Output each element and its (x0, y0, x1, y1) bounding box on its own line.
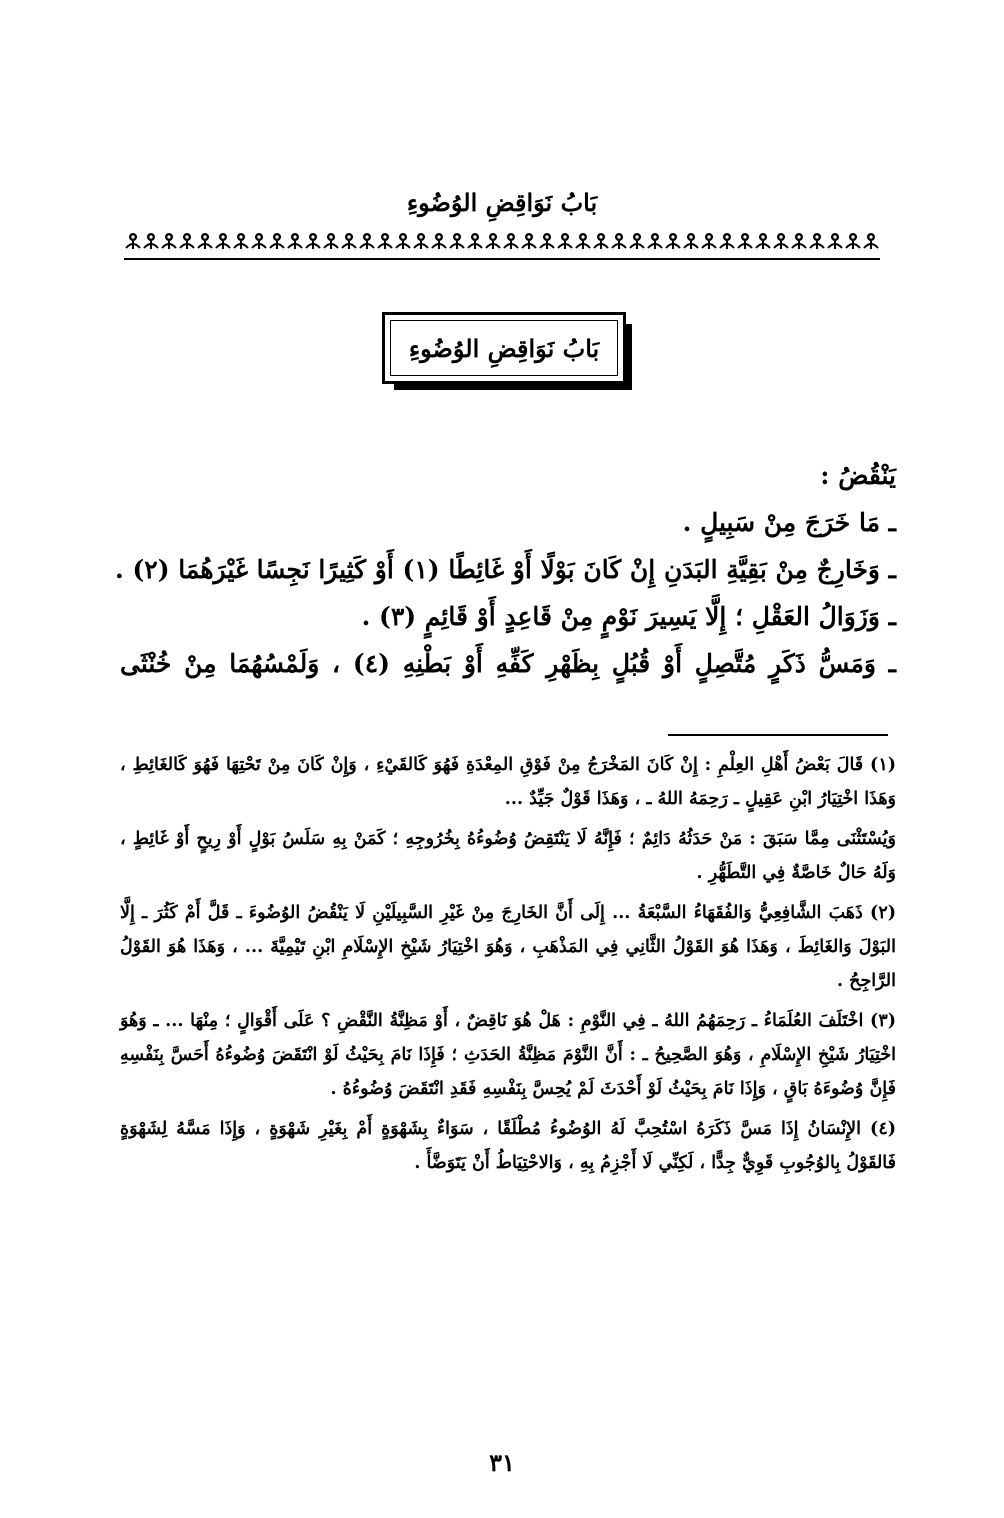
main-line: يَنْقُضُ : (820, 461, 896, 490)
main-text (115, 452, 897, 687)
footnote-separator (668, 734, 888, 736)
footnote: وَيُسْتَثْنَى مِمَّا سَبَقَ : مَنْ حَدَثُهُ دَائِمٌ ؛ فَإِنَّهُ لَا يَنْتَقِضُ وُضُوءُهُ بِخُرُوجِهِ ؛ كَمَنْ بِهِ سَلَسُ بَوْلٍ أَوْ رِيحٍ أَوْ غَائِطٍ ، وَلَهُ حَالٌ خَاصَّةٌ فِي التَّطَهُّرِ . (120, 829, 896, 883)
header-rule (124, 258, 880, 260)
footnote: (٢) ذَهَبَ الشَّافِعِيُّ وَالفُقَهَاءُ السَّبْعَةُ ... إِلَى أَنَّ الخَارِجَ مِنْ غَيْرِ السَّبِيلَيْنِ لَا يَنْقُضُ الوُضُوءَ ـ قَلَّ أَمْ كَثُرَ ـ إِلَّا البَوْلَ وَالغَائِطَ ، وَهَذَا هُوَ القَوْلُ الثَّانِي فِي المَذْهَبِ ، وَهُوَ اخْتِيَارُ شَيْخِ الإِسْلَامِ ابْنِ تَيْمِيَّةَ ... ، وَهَذَا هُوَ القَوْلُ الرَّاجِحُ . (120, 903, 896, 991)
main-line: ـ وَزَوَالُ العَقْلِ ؛ إِلَّا يَسِيرَ نَوْمٍ مِنْ قَاعِدٍ أَوْ قَائِمٍ (٣) . (361, 602, 896, 631)
main-line: ـ مَا خَرَجَ مِنْ سَبِيلٍ . (682, 508, 896, 537)
running-header: بَابُ نَوَاقِضِ الوُضُوءِ (406, 188, 598, 217)
footnotes (120, 748, 896, 1186)
main-line: ـ وَمَسُّ ذَكَرٍ مُتَّصِلٍ أَوْ قُبُلٍ بِظَهْرِ كَفِّهِ أَوْ بَطْنِهِ (٤) ، وَلَمْسُهُمَا مِنْ خُنْثَى (120, 649, 897, 678)
main-line: ـ وَخَارِجٌ مِنْ بَقِيَّةِ البَدَنِ إِنْ كَانَ بَوْلًا أَوْ غَائِطًا (١) أَوْ كَثِيرًا نَجِسًا غَيْرَهُمَا (٢) . (115, 555, 896, 584)
footnote: (١) قَالَ بَعْضُ أَهْلِ العِلْمِ : إِنْ كَانَ المَخْرَجُ مِنْ فَوْقِ المِعْدَةِ فَهُوَ كَالقَيْءِ ، وَإِنْ كَانَ مِنْ تَحْتِهَا فَهُوَ كَالغَائِطِ ، وَهَذَا اخْتِيَارُ ابْنِ عَقِيلٍ ـ رَحِمَهُ اللهُ ـ ، وَهَذَا قَوْلٌ جَيِّدٌ ... (120, 755, 896, 809)
footnote: (٣) اخْتَلَفَ العُلَمَاءُ ـ رَحِمَهُمُ اللهُ ـ فِي النَّوْمِ : هَلْ هُوَ نَاقِضٌ ، أَوْ مَظِنَّةُ النَّقْضِ ؟ عَلَى أَقْوَالٍ ؛ مِنْهَا ... ـ وَهُوَ اخْتِيَارُ شَيْخِ الإِسْلَامِ ، وَهُوَ الصَّحِيحُ ـ : أَنَّ النَّوْمَ مَظِنَّةُ الحَدَثِ ؛ فَإِذَا نَامَ بِحَيْثُ لَوْ انْتَقَضَ وُضُوءُهُ أَحَسَّ بِنَفْسِهِ فَإِنَّ وُضُوءَهُ بَاقٍ ، وَإِذَا نَامَ بِحَيْثُ لَوْ أَحْدَثَ لَمْ يُحِسَّ بِنَفْسِهِ فَقَدِ انْتَقَضَ وُضُوءُهُ . (120, 1011, 896, 1099)
page-number: ٣١ (489, 1448, 515, 1477)
chapter-title-box (382, 312, 626, 384)
footnote: (٤) الإِنْسَانُ إِذَا مَسَّ ذَكَرَهُ اسْتُحِبَّ لَهُ الوُضُوءُ مُطْلَقًا ، سَوَاءٌ بِشَهْوَةٍ أَمْ بِغَيْرِ شَهْوَةٍ ، وَإِذَا مَسَّهُ لِشَهْوَةٍ فَالقَوْلُ بِالوُجُوبِ قَوِيٌّ جِدًّا ، لَكِنِّي لَا أَجْزِمُ بِهِ ، وَالاحْتِيَاطُ أَنْ يَتَوَضَّأَ . (120, 1119, 896, 1173)
chapter-title: بَابُ نَوَاقِضِ الوُضُوءِ (390, 320, 618, 376)
decorative-border-ornament (124, 228, 880, 254)
